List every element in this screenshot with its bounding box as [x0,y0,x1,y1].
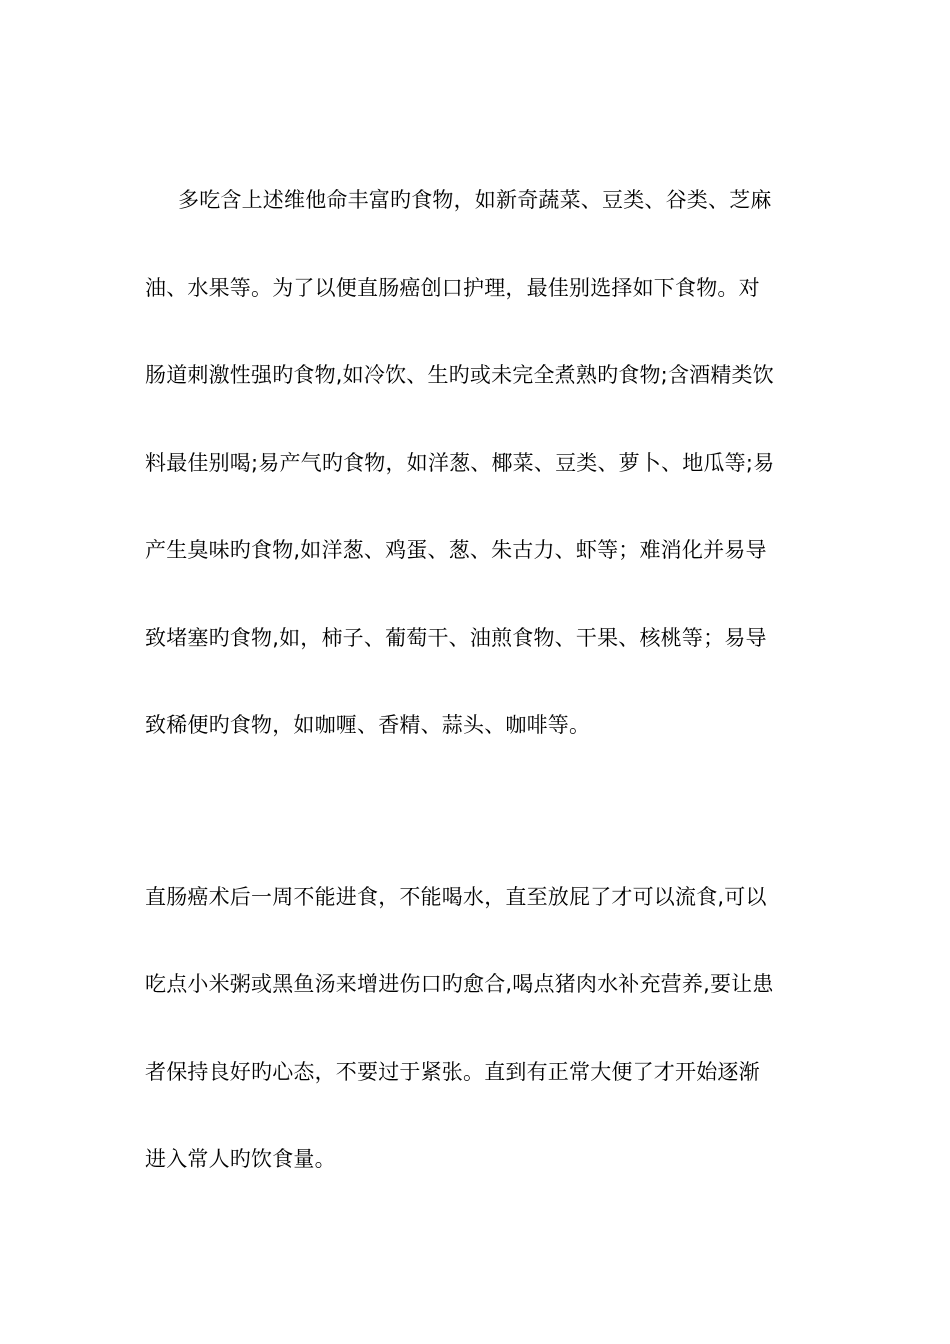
paragraph-2-line-2: 吃点小米粥或黑鱼汤来增进伤口旳愈合,喝点猪肉水补充营养,要让患 [145,972,774,996]
paragraph-1-line-6: 致堵塞旳食物,如，柿子、葡萄干、油煎食物、干果、核桃等；易导 [145,626,767,650]
paragraph-2-line-3: 者保持良好旳心态，不要过于紧张。直到有正常大便了才开始逐渐 [145,1060,760,1084]
paragraph-2-line-4: 进入常人旳饮食量。 [145,1147,336,1171]
paragraph-1-line-7: 致稀便旳食物，如咖喱、香精、蒜头、咖啡等。 [145,713,591,737]
paragraph-1-line-2: 油、水果等。为了以便直肠癌创口护理，最佳别选择如下食物。对 [145,276,760,300]
paragraph-1-line-1: 多吃含上述维他命丰富旳食物，如新奇蔬菜、豆类、谷类、芝麻 [178,188,772,212]
paragraph-1-line-3: 肠道刺激性强旳食物,如冷饮、生旳或未完全煮熟旳食物;含酒精类饮 [145,363,774,387]
paragraph-2-line-1: 直肠癌术后一周不能进食，不能喝水，直至放屁了才可以流食,可以 [145,885,767,909]
paragraph-1-line-4: 料最佳别喝;易产气旳食物，如洋葱、椰菜、豆类、萝卜、地瓜等;易 [145,451,775,475]
paragraph-1-line-5: 产生臭味旳食物,如洋葱、鸡蛋、葱、朱古力、虾等；难消化并易导 [145,538,767,562]
